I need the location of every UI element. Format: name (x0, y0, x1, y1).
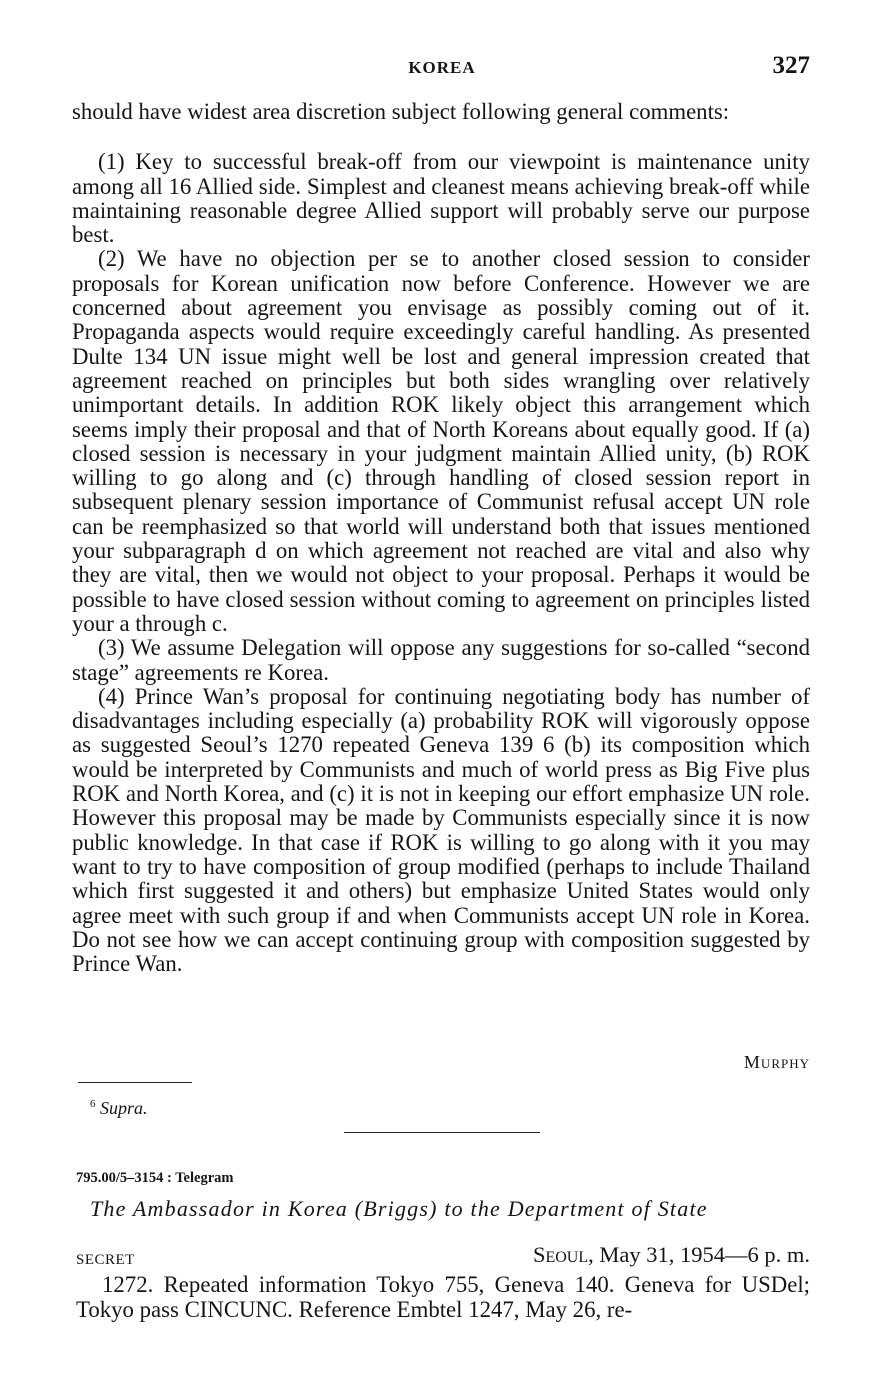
running-head (72, 52, 812, 82)
page-number: 327 (772, 52, 810, 79)
comment-item-4: (4) Prince Wan’s proposal for continuing negotiating body has number of disadvantages including especially (a) probability ROK will vigorously oppose as suggested Seoul’s 1270 repeated Geneva 139 6 (b) its composition which would be interpreted by Communists and much of world press as Big Five plus ROK and North Korea, and (c) it is not in keeping our effort emphasize UN role. However this proposal may be made by Communists especially since it is now public knowledge. In that case if ROK is willing to go along with it you may want to try to have composition of group modified (perhaps to include Thailand which first suggested it and others) but emphasize United States would only agree meet with such group if and when Communists accept UN role in Korea. Do not see how we can accept continuing group with composition suggested by Prince Wan. (72, 683, 810, 977)
comment-item-3: (3) We assume Delegation will oppose any suggestions for so-called “second stage” agreements re Korea. (72, 635, 810, 685)
footnote-divider (78, 1082, 192, 1083)
continued-paragraph: should have widest area discretion subject following general comments: (72, 99, 730, 124)
dateline (533, 1242, 810, 1268)
telegram-opening: 1272. Repeated information Tokyo 755, Geneva 140. Geneva for USDel; Tokyo pass CINCUNC. Reference Embtel 1247, May 26, re- (76, 1272, 810, 1322)
telegram-text (76, 1273, 810, 1322)
classification-label: SECRET (76, 1252, 135, 1268)
footnote-text: Supra. (100, 1098, 148, 1118)
dateline-date: May 31, 1954—6 p. m. (599, 1242, 810, 1267)
running-title: KOREA (408, 58, 476, 77)
signature: Murphy (743, 1052, 810, 1072)
telegram-body (72, 100, 810, 976)
comment-item-1: (1) Key to successful break-off from our viewpoint is maintenance unity among all 16 Allied side. Simplest and cleanest means achieving break-off while maintaining reasonable degree Allied support will probably serve our purpose best. (72, 149, 810, 248)
dateline-place: Seoul, (532, 1242, 594, 1267)
footnote-marker: 6 (90, 1098, 96, 1110)
comment-item-2: (2) We have no objection per se to another closed session to consider proposals for Korean unification now before Conference. However we are concerned about agreement you envisage as possibly coming out of it. Propaganda aspects would require exceedingly careful handling. As presented Dulte 134 UN issue might well be lost and general impression created that agreement reached on principles but both sides wrangling over relatively unimportant details. In addition ROK likely object this arrangement which seems imply their proposal and that of North Koreans about equally good. If (a) closed session is necessary in your judgment maintain Allied unity, (b) ROK willing to go along and (c) through handling of closed session report in subsequent plenary session importance of Communist refusal accept UN role can be reemphasized so that world will understand both that issues mentioned your subparagraph d on which agreement not reached are vital and also why they are vital, then we would not object to your proposal. Perhaps it would be possible to have closed session without coming to agreement on principles listed your a through c. (72, 246, 810, 636)
document-heading: The Ambassador in Korea (Briggs) to the Department of State (90, 1196, 708, 1221)
footnote (90, 1098, 148, 1119)
document-file-id: 795.00/5–3154 : Telegram (76, 1170, 234, 1186)
section-divider (344, 1132, 540, 1133)
